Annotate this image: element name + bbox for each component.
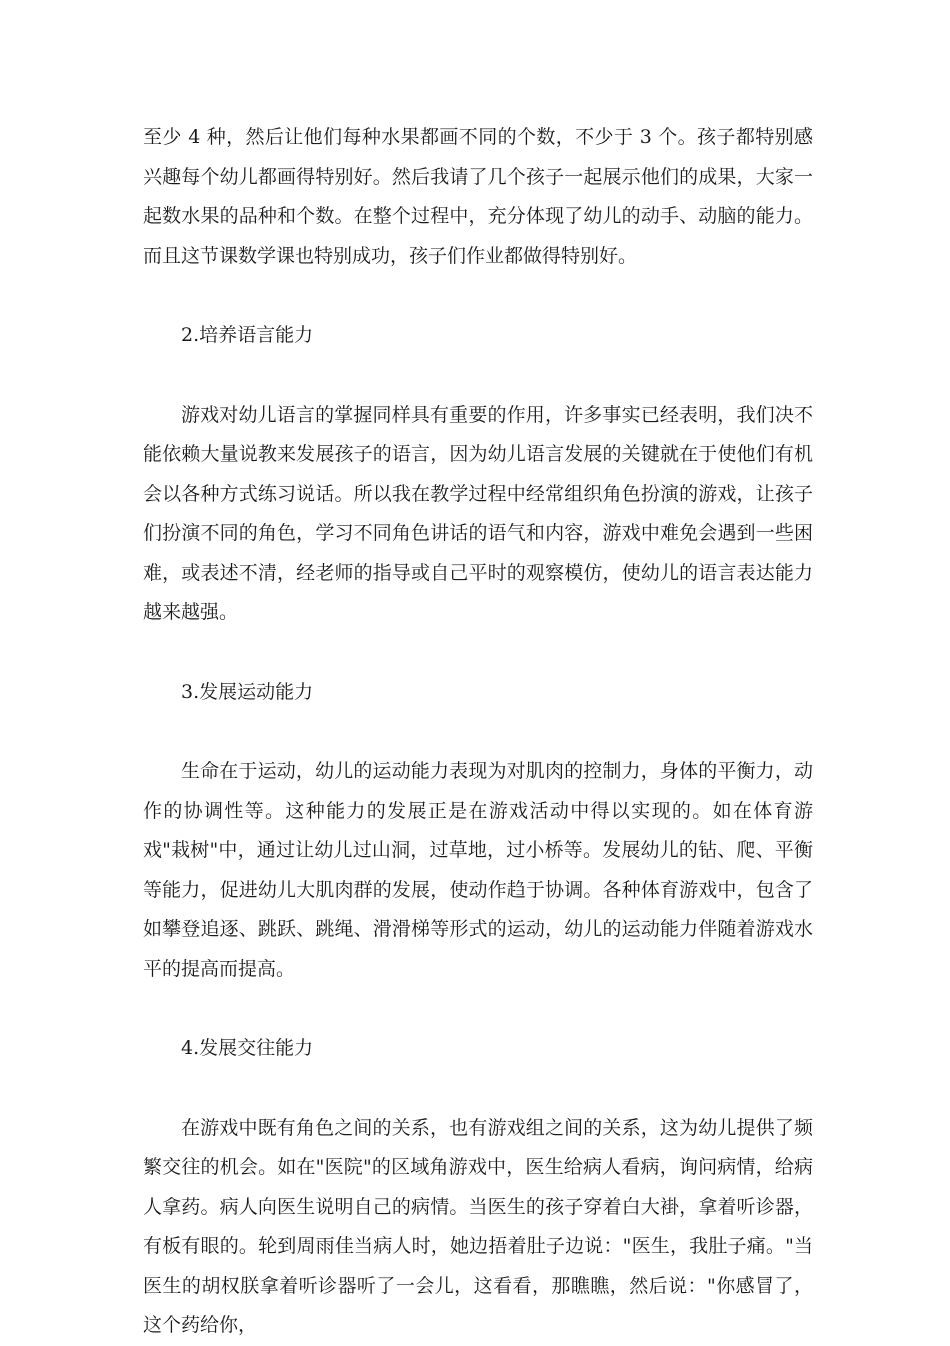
paragraph-gap [143,989,813,1029]
paragraph-motor: 生命在于运动，幼儿的运动能力表现为对肌肉的控制力，身体的平衡力，动作的协调性等。这种能力的发展正是在游戏活动中得以实现的。如在体育游戏"栽树"中，通过让幼儿过山洞，过草地，过小桥等。发展幼儿的钻、爬、平衡等能力，促进幼儿大肌肉群的发展，使动作趋于协调。各种体育游戏中，包含了如攀登追逐、跳跃、跳绳、滑滑梯等形式的运动，幼儿的运动能力伴随着游戏水平的提高而提高。 [143,760,813,980]
paragraph-gap [143,1069,813,1109]
paragraph-intro-continued: 至少 4 种，然后让他们每种水果都画不同的个数，不少于 3 个。孩子都特别感兴趣每个幼儿都画得特别好。然后我请了几个孩子一起展示他们的成果，大家一起数水果的品种和个数。在整个过程中，充分体现了幼儿的动手、动脑的能力。而且这节课数学课也特别成功，孩子们作业都做得特别好。 [143,126,813,267]
document-body [143,118,813,1346]
paragraph-gap [143,712,813,752]
paragraph-language: 游戏对幼儿语言的掌握同样具有重要的作用，许多事实已经表明，我们决不能依赖大量说教来发展孩子的语言，因为幼儿语言发展的关键就在于使他们有机会以各种方式练习说话。所以我在教学过程中经常组织角色扮演的游戏，让孩子们扮演不同的角色，学习不同角色讲话的语气和内容，游戏中难免会遇到一些困难，或表述不清，经老师的指导或自己平时的观察模仿，使幼儿的语言表达能力越来越强。 [143,403,813,623]
section-heading-language: 2.培养语言能力 [181,324,314,346]
paragraph-gap [143,633,813,673]
paragraph-social: 在游戏中既有角色之间的关系，也有游戏组之间的关系，这为幼儿提供了频繁交往的机会。如在"医院"的区域角游戏中，医生给病人看病，询问病情，给病人拿药。病人向医生说明自己的病情。当医生的孩子穿着白大褂，拿着听诊器，有板有眼的。轮到周雨佳当病人时，她边捂着肚子边说："医生，我肚子痛。"当医生的胡权朕拿着听诊器听了一会儿，这看看，那瞧瞧，然后说："你感冒了，这个药给你， [143,1116,813,1336]
paragraph-gap [143,276,813,316]
section-heading-social: 4.发展交往能力 [181,1037,314,1059]
paragraph-gap [143,356,813,396]
section-heading-motor: 3.发展运动能力 [181,680,314,703]
